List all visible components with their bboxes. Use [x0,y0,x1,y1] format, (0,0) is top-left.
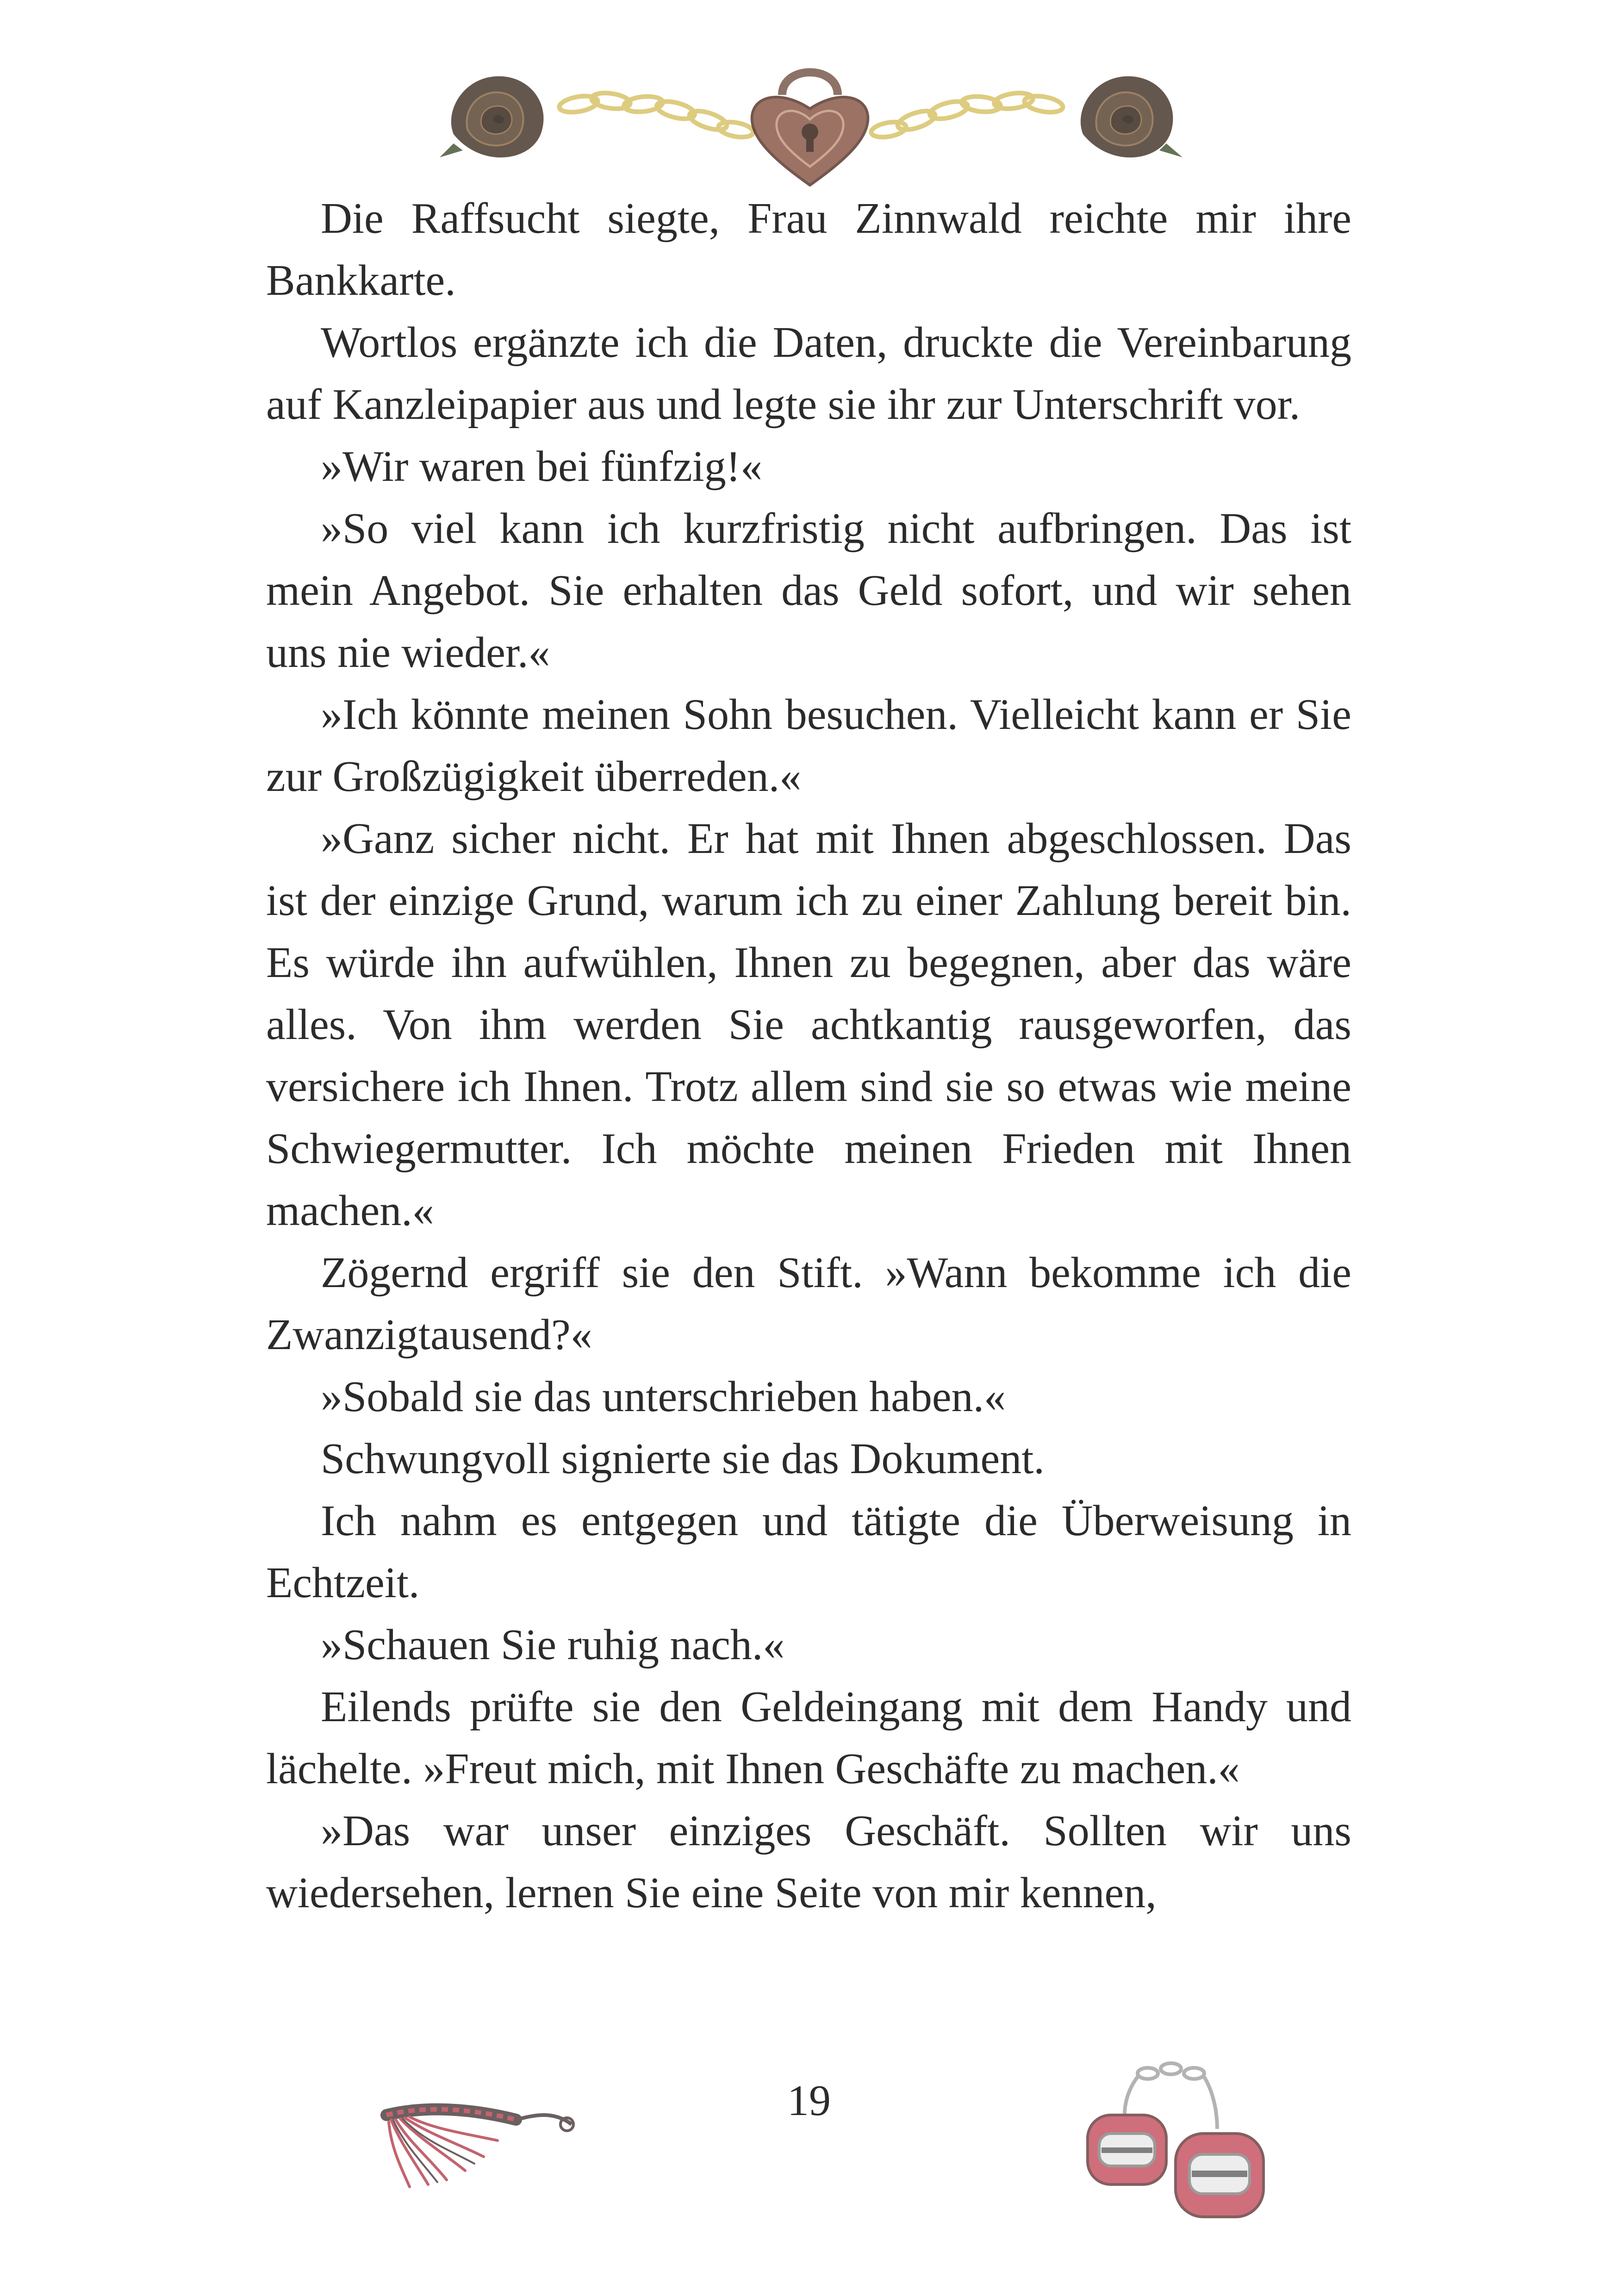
rose-icon [1081,76,1182,158]
page-number: 19 [787,2077,831,2125]
paragraph: Wortlos ergänzte ich die Daten, druckte die Vereinbarung auf Kanzleipapier aus und legte sie ihr zur Unterschrift vor. [266,318,1351,429]
paragraph: Ich nahm es entgegen und tätigte die Überweisung in Echtzeit. [266,1497,1351,1607]
handcuffs-icon [1078,2055,1273,2231]
paragraph: »Sobald sie das unterschrieben haben.« [321,1373,1006,1421]
header-ornament [426,51,1194,190]
heart-padlock-icon [752,72,868,185]
paragraph: Eilends prüfte sie den Geldeingang mit dem Handy und lächelte. »Freut mich, mit Ihnen Geschäfte zu machen.« [266,1683,1351,1793]
rose-icon [440,76,543,158]
text-block [266,187,1351,1924]
paragraph: Schwungvoll signierte sie das Dokument. [321,1435,1045,1483]
chain-icon [558,91,754,139]
paragraph: Die Raffsucht siegte, Frau Zinnwald reichte mir ihre Bankkarte. [266,194,1351,305]
paragraph: »Schauen Sie ruhig nach.« [321,1621,785,1669]
paragraph: »Das war unser einziges Geschäft. Sollten wir uns wiedersehen, lernen Sie eine Seite von mir kennen, [266,1807,1351,1917]
paragraph: »Ganz sicher nicht. Er hat mit Ihnen abgeschlossen. Das ist der einzige Grund, warum ich zu einer Zahlung bereit bin. Es würde ihn aufwühlen, Ihnen zu begegnen, aber das wäre alles. Von ihm werden Sie achtkantig rausgeworfen, das versichere ich Ihnen. Trotz allem sind sie so etwas wie meine Schwiegermutter. Ich möchte meinen Frieden mit Ihnen machen.« [266,815,1351,1235]
chain-icon [870,91,1064,139]
paragraph: »Ich könnte meinen Sohn besuchen. Vielleicht kann er Sie zur Großzügigkeit überreden.« [266,691,1351,801]
paragraph: »Wir waren bei fünfzig!« [321,442,763,491]
paragraph: »So viel kann ich kurzfristig nicht aufbringen. Das ist mein Angebot. Sie erhalten das Geld sofort, und wir sehen uns nie wieder.« [266,504,1351,677]
paragraph: Zögernd ergriff sie den Stift. »Wann bekomme ich die Zwanzigtausend?« [266,1249,1351,1359]
